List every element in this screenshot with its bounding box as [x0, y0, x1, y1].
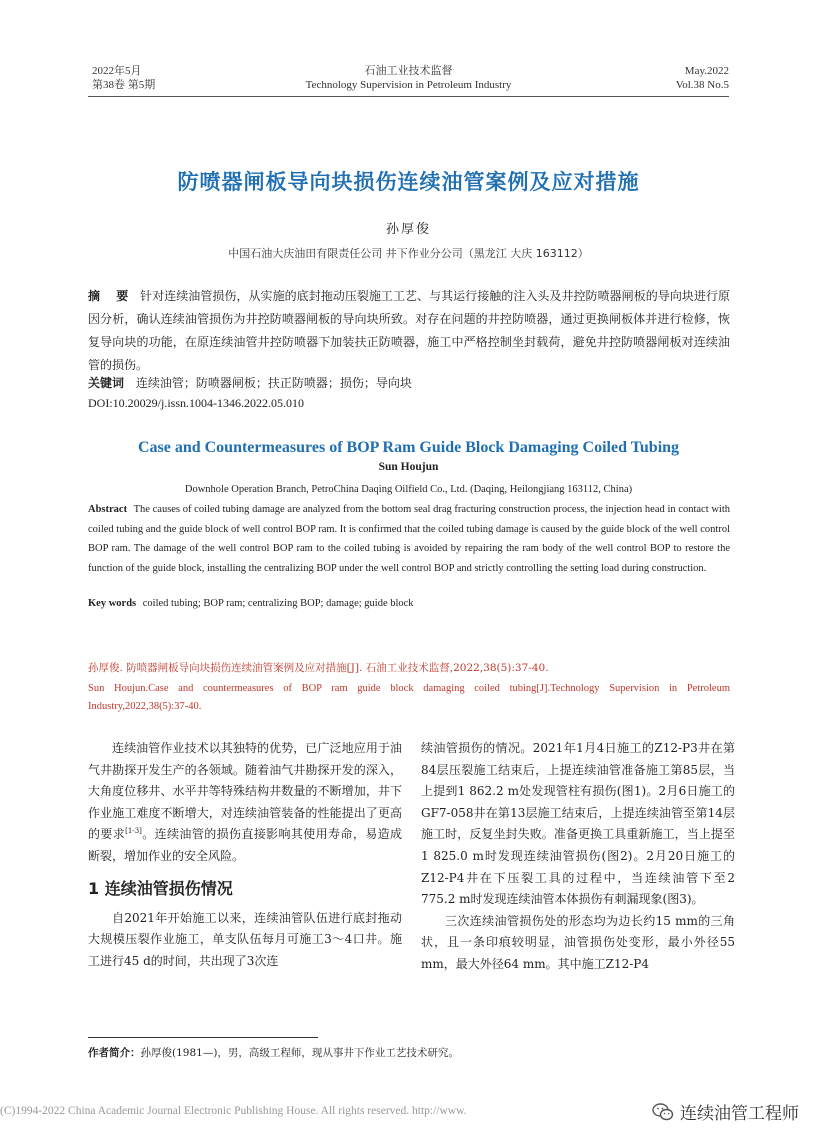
footnote-rule — [88, 1037, 318, 1038]
footnote-text: 孙厚俊(1981—)，男，高级工程师，现从事井下作业工艺技术研究。 — [140, 1047, 459, 1059]
doi: DOI:10.20029/j.issn.1004-1346.2022.05.010 — [88, 396, 304, 410]
keywords-text-en: coiled tubing; BOP ram; centralizing BOP; damage; guide block — [142, 598, 414, 609]
body-paragraph: 自2021年开始施工以来，连续油管队伍进行底封拖动大规模压裂作业施工，单支队伍每月可施工3～4口井。施工进行45 d的时间，共出现了3次连 — [88, 910, 402, 968]
keywords-text-cn: 连续油管；防喷器闸板；扶正防喷器；损伤；导向块 — [135, 376, 412, 390]
keywords-en — [88, 598, 414, 609]
journal-name-en: Technology Supervision in Petroleum Industry — [305, 79, 512, 91]
article-title-cn: 防喷器闸板导向块损伤连续油管案例及应对措施 — [177, 170, 640, 194]
article-title-en: Case and Countermeasures of BOP Ram Guide Block Damaging Coiled Tubing — [137, 439, 680, 456]
body-column-right — [421, 738, 735, 976]
keywords-label-en: Key words — [88, 598, 137, 609]
author-footnote — [88, 1045, 459, 1060]
author-en: Sun Houjun — [378, 461, 439, 473]
affiliation-en: Downhole Operation Branch, PetroChina Daqing Oilfield Co., Ltd. (Daqing, Heilongjiang 163112, China) — [184, 484, 633, 495]
volume-issue-cn: 第38卷 第5期 — [92, 79, 156, 91]
running-header-right — [676, 64, 729, 92]
issue-date-en: May.2022 — [684, 65, 729, 77]
abstract-label-en: Abstract — [88, 504, 128, 515]
citation-cn: 孙厚俊. 防喷器闸板导向块损伤连续油管案例及应对措施[J]. 石油工业技术监督,2022,38(5):37-40. — [88, 662, 549, 674]
reference-marker: [1-3] — [125, 827, 142, 836]
wechat-watermark — [648, 1097, 803, 1126]
volume-issue-en: Vol.38 No.5 — [675, 79, 729, 91]
section-heading: 1 连续油管损伤情况 — [88, 878, 233, 898]
header-rule — [88, 96, 729, 97]
keywords-cn — [88, 372, 730, 395]
journal-name-cn: 石油工业技术监督 — [364, 65, 453, 77]
body-paragraph: 三次连续油管损伤处的形态均为边长约15 mm的三角状，且一条印痕较明显，油管损伤处变形，最小外径55 mm，最大外径64 mm。其中施工Z12-P4 — [421, 913, 735, 971]
issue-date-cn: 2022年5月 — [92, 65, 142, 77]
keywords-label-cn: 关键词 — [88, 376, 125, 390]
abstract-text-cn: 针对连续油管损伤，从实施的底封拖动压裂施工工艺、与其运行接触的注入头及井控防喷器闸板的导向块进行原因分析，确认连续油管损伤为井控防喷器闸板的导向块所致。对存在问题的井控防喷器，通过更换闸板体并进行检修，恢复导向块的功能，在原连续油管井控防喷器下加装扶正防喷器，施工中严格控制坐封载荷，避免井控防喷器闸板对连续油管的损伤。 — [88, 289, 730, 372]
citation-en: Sun Houjun.Case and countermeasures of BOP ram guide block damaging coiled tubing[J].Technology Supervision in Petroleum Industry,2022,38(5):37-40. — [88, 683, 730, 712]
copyright-line: (C)1994-2022 China Academic Journal Electronic Publishing House. All rights reserved. http://www. — [0, 1105, 467, 1117]
body-column-left — [88, 738, 402, 972]
body-paragraph: 连续油管作业技术以其独特的优势，已广泛地应用于油气井勘探开发生产的各领域。随着油气井勘探开发的深入，大角度位移井、水平井等特殊结构井数量的不断增加，井下作业施工难度不断增大，对连续油管装备的性能提出了更高的要求[1-3]。连续油管的损伤直接影响其使用寿命，易造成断裂，增加作业的安全风险。 — [88, 741, 402, 863]
abstract-en — [88, 500, 730, 578]
footnote-label: 作者简介： — [88, 1047, 141, 1059]
author-cn: 孙厚俊 — [385, 222, 431, 237]
abstract-label-cn: 摘 要 — [88, 289, 135, 303]
body-paragraph: 续油管损伤的情况。2021年1月4日施工的Z12-P3井在第84层压裂施工结束后，上提连续油管准备施工第85层，当上提到1 862.2 m处发现管柱有损伤(图1)。2月6日施工的GF7-058井在第13层施工结束后，上提连续油管至第14层施工时，反复坐封失败。准备更换工具重新施工，当上提至1 825.0 m时发现连续油管损伤(图2)。2月20日施工的Z12-P4井在下压裂工具的过程中，当连续油管下至2 775.2 m时发现连续油管本体损伤有刺漏现象(图3)。 — [421, 741, 735, 907]
wechat-icon — [652, 1103, 674, 1121]
watermark-text: 连续油管工程师 — [680, 1104, 799, 1124]
abstract-cn — [88, 285, 730, 377]
abstract-text-en: The causes of coiled tubing damage are analyzed from the bottom seal drag fracturing construction process, the injection head in contact with coiled tubing and the guide block of well control BOP ram. It is confirmed that the coiled tubing damage is caused by the guide block of the well control BOP ram. The damage of the well control BOP ram to the coiled tubing is avoided by repairing the ram body of the well control BOP to restore the function of the guide block, installing the centralizing BOP under the well control BOP and strictly controlling the setting load during construction. — [88, 504, 730, 574]
affiliation-cn: 中国石油大庆油田有限责任公司 井下作业分公司（黑龙江 大庆 163112） — [228, 247, 589, 260]
